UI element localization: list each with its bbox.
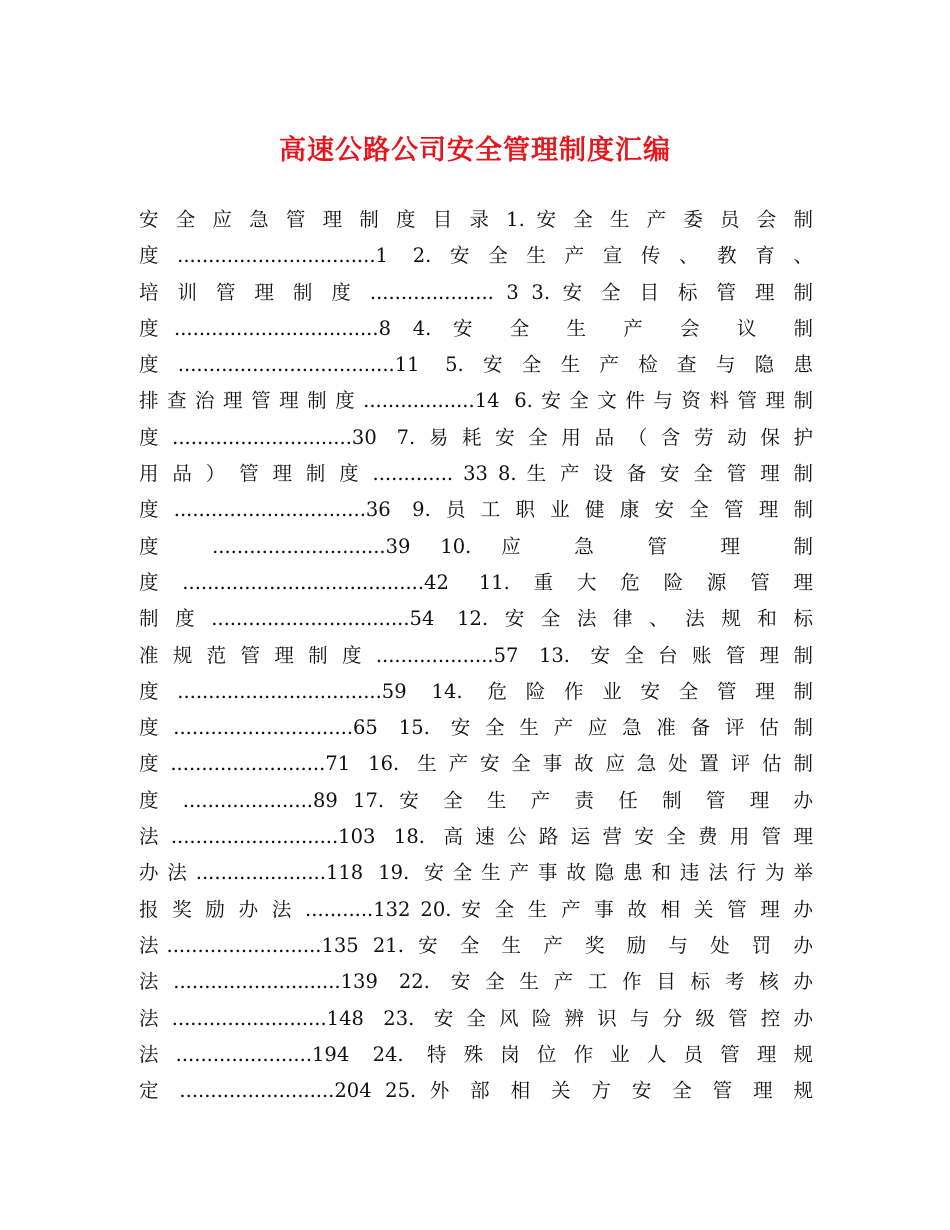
toc-line: 度.................................59 14. 危险作业安全管理制 — [139, 679, 813, 703]
toc-line: 用 品 ） 管 理 制 度 ............. 33 8. 生 产 设 备 安 全 管 理 制 — [139, 462, 813, 486]
toc-line: 报 奖 励 办 法 ...........132 20. 安 全 生 产 事 故 相 关 管 理 办 — [139, 897, 813, 921]
toc-line: 度.........................71 16. 生产安全事故应急处置评估制 — [139, 752, 813, 776]
toc-line: 定 .........................204 25. 外 部 相 关 方 安 全 管 理 规 — [139, 1079, 813, 1103]
toc-line: 度.................................8 4. 安 全 生 产 会 议 制 — [139, 316, 813, 340]
toc-line: 准规范管理制度...................57 13. 安全台账管理制 — [139, 643, 813, 667]
toc-line: 度.............................30 7.易耗安全用品（含劳动保护 — [139, 425, 813, 449]
toc-line: 培 训 管 理 制 度 .................... 3 3. 安 全 目 标 管 理 制 — [139, 280, 813, 304]
toc-line: 办法.....................118 19. 安全生产事故隐患和违法行为举 — [139, 861, 813, 885]
toc-line: 度.......................................42 11.重大危险源管理 — [139, 570, 813, 594]
toc-line: 度................................1 2.安全生产宣传、教育、 — [139, 244, 813, 268]
toc-line: 法...........................103 18. 高速公路运营安全费用管理 — [139, 825, 813, 849]
toc-line: 法......................194 24. 特殊岗位作业人员管理规 — [139, 1042, 813, 1066]
document-title: 高速公路公司安全管理制度汇编 — [279, 135, 671, 166]
table-of-contents — [139, 202, 813, 1109]
toc-line: 度.............................65 15. 安全生产应急准备评估制 — [139, 716, 813, 740]
toc-line: 排查治理管理制度..................14 6.安全文件与资料管理制 — [139, 389, 813, 413]
toc-line: 法.........................148 23. 安全风险辨识与分级管控办 — [139, 1006, 813, 1030]
toc-line: 制度................................54 12.安全法律、法规和标 — [139, 607, 813, 631]
toc-line: 法.........................135 21. 安 全 生 产 奖 励 与 处 罚 办 — [139, 933, 813, 957]
toc-line: 度...............................36 9.员工职业健康安全管理制 — [139, 498, 813, 522]
toc-line: 度 ............................39 10. 应 急 管 理 制 — [139, 534, 813, 558]
toc-line: 法...........................139 22. 安全生产工作目标考核办 — [139, 970, 813, 994]
toc-line: 安 全 应 急 管 理 制 度 目 录 1. 安 全 生 产 委 员 会 制 — [139, 208, 813, 231]
toc-line: 度...................................11 5.安全生产检查与隐患 — [139, 353, 813, 377]
toc-line: 度 .....................89 17. 安 全 生 产 责 任 制 管 理 办 — [139, 788, 813, 812]
